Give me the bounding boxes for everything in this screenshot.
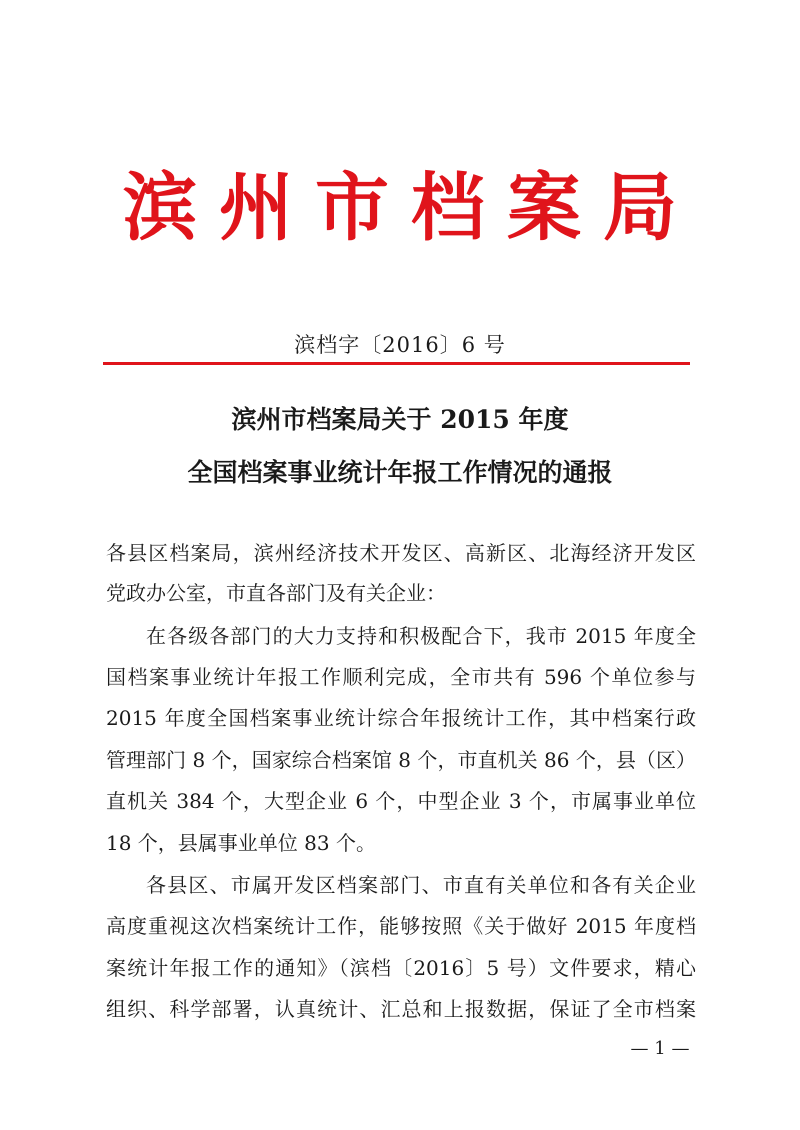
body-text-line: 案统计年报工作的通知》（滨档〔2016〕5 号）文件要求，精心: [106, 956, 696, 980]
body-text-line: 直机关 384 个，大型企业 6 个，中型企业 3 个，市属事业单位: [106, 789, 696, 813]
notice-title-line-1: 滨州市档案局关于 2015 年度: [231, 405, 569, 434]
document-number: 滨档字〔2016〕6 号: [294, 333, 506, 357]
body-text-line: 2015 年度全国档案事业统计综合年报统计工作，其中档案行政: [106, 706, 696, 730]
body-text-line: 在各级各部门的大力支持和积极配合下，我市 2015 年度全: [146, 624, 696, 648]
body-text-line: 各县区档案局，滨州经济技术开发区、高新区、北海经济开发区: [106, 541, 696, 565]
red-divider-line: [103, 362, 690, 365]
notice-title-line-2: 全国档案事业统计年报工作情况的通报: [187, 458, 613, 487]
body-text-line: 党政办公室，市直各部门及有关企业：: [106, 581, 446, 605]
page-number: — 1 —: [630, 1038, 690, 1059]
agency-letterhead-title: 滨州市档案局: [123, 165, 699, 251]
body-text-line: 18 个，县属事业单位 83 个。: [106, 831, 376, 855]
body-text-line: 各县区、市属开发区档案部门、市直有关单位和各有关企业: [146, 873, 696, 897]
body-text-line: 组织、科学部署，认真统计、汇总和上报数据，保证了全市档案: [106, 997, 696, 1021]
body-text-line: 国档案事业统计年报工作顺利完成，全市共有 596 个单位参与: [106, 665, 696, 689]
body-text-line: 管理部门 8 个，国家综合档案馆 8 个，市直机关 86 个，县（区）: [106, 748, 696, 772]
body-text-line: 高度重视这次档案统计工作，能够按照《关于做好 2015 年度档: [106, 914, 696, 938]
